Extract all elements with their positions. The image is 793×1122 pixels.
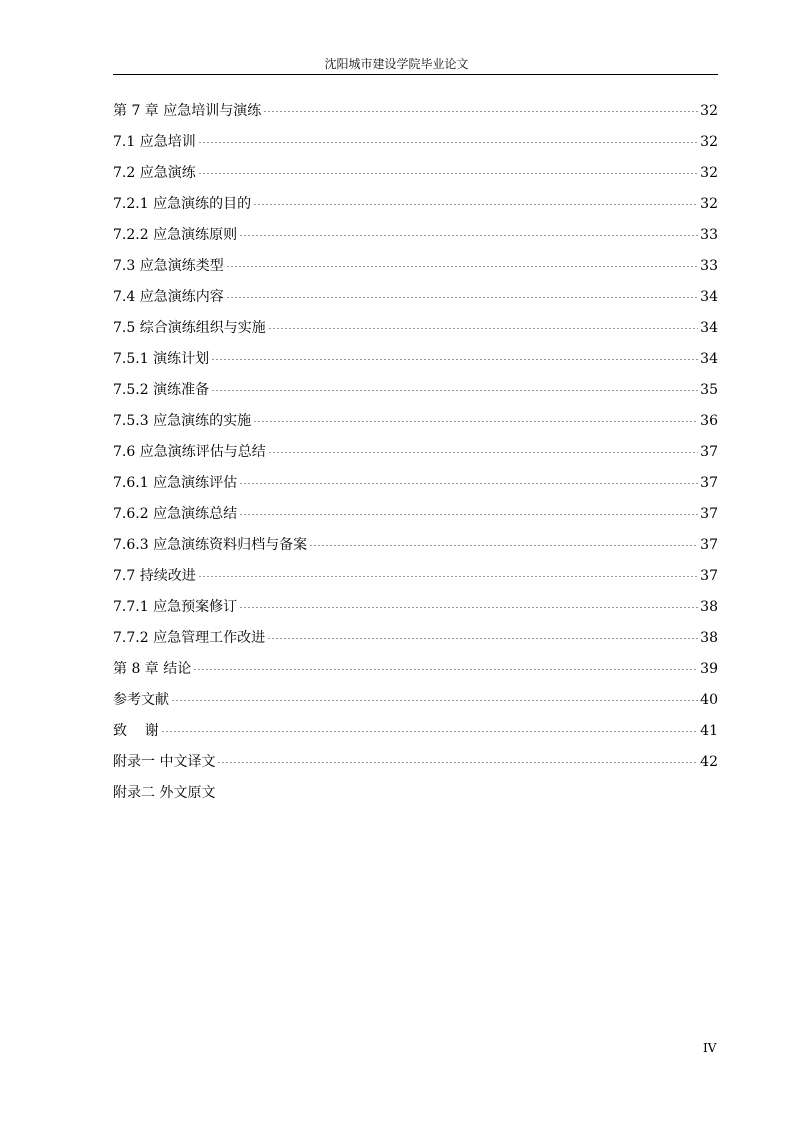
toc-entry-title: 7.6.2 应急演练总结 [113,506,238,522]
toc-entry-7-7-1[interactable] [113,595,718,626]
toc-entry-title: 7.4 应急演练内容 [113,289,224,305]
toc-entry-title: 第 8 章 结论 [113,661,192,677]
header-rule [113,74,718,75]
toc-entry-page: 34 [700,320,718,336]
toc-entry-title: 7.7 持续改进 [113,568,196,584]
toc-entry-references[interactable] [113,688,718,719]
toc-entry-7-6-1[interactable] [113,471,718,502]
toc-entry-7-7[interactable] [113,564,718,595]
page-number: IV [703,1041,717,1055]
toc-entry-page: 39 [700,661,718,677]
toc-entry-title: 7.6.3 应急演练资料归档与备案 [113,537,308,553]
toc-leader-dots [239,235,698,236]
toc-entry-title: 7.7.1 应急预案修订 [113,599,238,615]
toc-leader-dots [198,142,698,143]
toc-leader-dots [226,266,698,267]
toc-entry-chapter-7[interactable] [113,99,718,130]
toc-entry-page: 34 [700,351,718,367]
toc-entry-7-5-2[interactable] [113,378,718,409]
toc-entry-title: 7.6.1 应急演练评估 [113,475,238,491]
toc-leader-dots [193,669,698,670]
toc-leader-dots [263,111,698,112]
toc-entry-7-5[interactable] [113,316,718,347]
toc-entry-page: 32 [700,196,718,212]
toc-entry-page: 35 [700,382,718,398]
toc-entry-title: 参考文献 [113,692,169,708]
toc-leader-dots [267,638,698,639]
toc-entry-7-6-2[interactable] [113,502,718,533]
toc-entry-page: 37 [700,444,718,460]
toc-entry-title: 7.2 应急演练 [113,165,196,181]
toc-leader-dots [171,700,698,701]
toc-entry-7-7-2[interactable] [113,626,718,657]
toc-entry-appendix-1[interactable] [113,750,718,781]
toc-entry-page: 32 [700,165,718,181]
toc-entry-page: 33 [700,258,718,274]
toc-leader-dots [211,390,698,391]
toc-entry-title: 第 7 章 应急培训与演练 [113,103,262,119]
toc-leader-dots [211,359,698,360]
toc-entry-page: 36 [700,413,718,429]
toc-entry-page: 37 [700,506,718,522]
toc-entry-page: 38 [700,599,718,615]
toc-entry-title: 7.5 综合演练组织与实施 [113,320,266,336]
toc-leader-dots [198,173,698,174]
toc-entry-page: 37 [700,537,718,553]
toc-entry-title: 7.3 应急演练类型 [113,258,224,274]
toc-leader-dots [239,607,698,608]
toc-entry-page: 33 [700,227,718,243]
toc-entry-page: 40 [700,692,718,708]
toc-entry-page: 32 [700,103,718,119]
toc-leader-dots [309,545,698,546]
toc-entry-page: 42 [700,754,718,770]
toc-entry-7-5-1[interactable] [113,347,718,378]
toc-leader-dots [268,328,698,329]
toc-leader-dots [239,483,698,484]
toc-entry-page: 32 [700,134,718,150]
toc-entry-page: 38 [700,630,718,646]
toc-leader-dots [217,762,698,763]
toc-leader-dots [161,731,698,732]
toc-leader-dots [268,452,698,453]
toc-entry-title: 致 谢 [113,723,159,739]
toc-leader-dots [253,421,698,422]
toc-entry-title: 7.5.1 演练计划 [113,351,210,367]
toc-entry-page: 37 [700,568,718,584]
toc-entry-title: 7.7.2 应急管理工作改进 [113,630,266,646]
toc-entry-title: 7.2.2 应急演练原则 [113,227,238,243]
toc-entry-7-3[interactable] [113,254,718,285]
toc-entry-7-2[interactable] [113,161,718,192]
toc-entry-page: 34 [700,289,718,305]
toc-entry-title: 附录二 外文原文 [113,785,216,801]
toc-entry-7-4[interactable] [113,285,718,316]
table-of-contents [113,99,718,812]
toc-entry-7-6[interactable] [113,440,718,471]
toc-entry-appendix-2[interactable] [113,781,718,812]
toc-leader-dots [198,576,698,577]
toc-entry-title: 7.1 应急培训 [113,134,196,150]
toc-leader-dots [253,204,698,205]
toc-entry-page: 37 [700,475,718,491]
toc-entry-title: 7.6 应急演练评估与总结 [113,444,266,460]
toc-entry-title: 7.2.1 应急演练的目的 [113,196,252,212]
toc-entry-acknowledgements[interactable] [113,719,718,750]
toc-entry-title: 附录一 中文译文 [113,754,216,770]
toc-entry-title: 7.5.3 应急演练的实施 [113,413,252,429]
toc-entry-7-5-3[interactable] [113,409,718,440]
toc-entry-chapter-8[interactable] [113,657,718,688]
toc-entry-7-2-2[interactable] [113,223,718,254]
toc-entry-7-6-3[interactable] [113,533,718,564]
toc-leader-dots [239,514,698,515]
toc-entry-7-1[interactable] [113,130,718,161]
toc-entry-7-2-1[interactable] [113,192,718,223]
toc-entry-page: 41 [700,723,718,739]
toc-leader-dots [226,297,698,298]
page-header: 沈阳城市建设学院毕业论文 [324,57,469,71]
toc-entry-title: 7.5.2 演练准备 [113,382,210,398]
